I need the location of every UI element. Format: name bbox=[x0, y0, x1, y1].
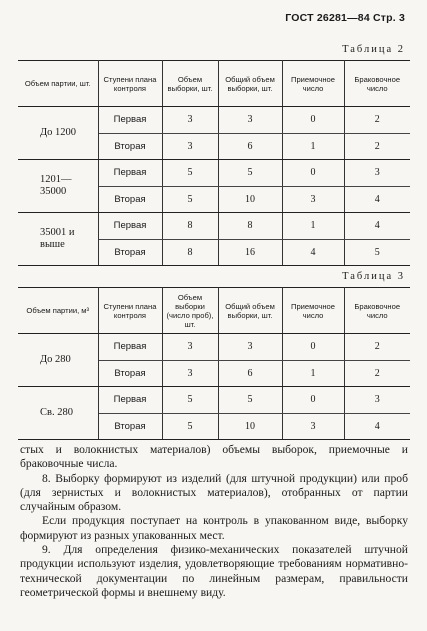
table-row bbox=[18, 160, 410, 187]
paragraph: стых и волокнистых материалов) объемы выборок, приемочные и браковочные числа. bbox=[20, 443, 408, 471]
table-3 bbox=[18, 287, 410, 440]
total-sample-cell: 3 bbox=[218, 334, 282, 361]
table2-caption: Таблица 2 bbox=[342, 44, 405, 55]
party-size-cell: До 1200 bbox=[18, 107, 98, 160]
rejection-number-cell: 4 bbox=[344, 186, 410, 213]
stage-cell: Вторая bbox=[98, 186, 162, 213]
acceptance-number-cell: 1 bbox=[282, 213, 344, 240]
total-sample-cell: 16 bbox=[218, 239, 282, 266]
party-size-cell: Св. 280 bbox=[18, 387, 98, 440]
sample-size-cell: 5 bbox=[162, 413, 218, 440]
total-sample-cell: 5 bbox=[218, 387, 282, 414]
total-sample-cell: 6 bbox=[218, 360, 282, 387]
table-row bbox=[18, 387, 410, 414]
sample-size-cell: 5 bbox=[162, 387, 218, 414]
total-sample-cell: 10 bbox=[218, 413, 282, 440]
column-header: Приемочное число bbox=[282, 61, 344, 107]
column-header: Общий объем выборки, шт. bbox=[218, 61, 282, 107]
paragraph: 8. Выборку формируют из изделий (для штучной продукции) или проб (для зернистых и волокнистых материалов), отобранных от партии случайным образом. bbox=[20, 471, 408, 514]
acceptance-number-cell: 0 bbox=[282, 387, 344, 414]
column-header: Браковочное число bbox=[344, 61, 410, 107]
stage-cell: Первая bbox=[98, 160, 162, 187]
column-header: Объем выборки, шт. bbox=[162, 61, 218, 107]
sample-size-cell: 8 bbox=[162, 213, 218, 240]
column-header: Объем партии, м³ bbox=[18, 288, 98, 334]
stage-cell: Первая bbox=[98, 387, 162, 414]
table-2 bbox=[18, 60, 410, 266]
sample-size-cell: 3 bbox=[162, 107, 218, 134]
rejection-number-cell: 2 bbox=[344, 107, 410, 134]
party-size-cell: 1201—35000 bbox=[18, 160, 98, 213]
acceptance-number-cell: 1 bbox=[282, 133, 344, 160]
stage-cell: Первая bbox=[98, 334, 162, 361]
rejection-number-cell: 5 bbox=[344, 239, 410, 266]
acceptance-number-cell: 0 bbox=[282, 107, 344, 134]
stage-cell: Вторая bbox=[98, 413, 162, 440]
party-size-cell: 35001 и выше bbox=[18, 213, 98, 266]
column-header: Объем выборки (число проб), шт. bbox=[162, 288, 218, 334]
acceptance-number-cell: 1 bbox=[282, 360, 344, 387]
table3-caption: Таблица 3 bbox=[342, 271, 405, 282]
paragraph: 9. Для определения физико-механических показателей штучной продукции используют изделия, удовлетворяющие требованиям нормативно-технической документации по линейным размерам, правильности геометрической формы и внешнему виду. bbox=[20, 543, 408, 599]
rejection-number-cell: 3 bbox=[344, 387, 410, 414]
acceptance-number-cell: 0 bbox=[282, 334, 344, 361]
total-sample-cell: 5 bbox=[218, 160, 282, 187]
total-sample-cell: 10 bbox=[218, 186, 282, 213]
rejection-number-cell: 2 bbox=[344, 334, 410, 361]
sample-size-cell: 8 bbox=[162, 239, 218, 266]
rejection-number-cell: 4 bbox=[344, 213, 410, 240]
table-row bbox=[18, 107, 410, 134]
column-header: Общий объем выборки, шт. bbox=[218, 288, 282, 334]
sample-size-cell: 3 bbox=[162, 133, 218, 160]
party-size-cell: До 280 bbox=[18, 334, 98, 387]
acceptance-number-cell: 4 bbox=[282, 239, 344, 266]
total-sample-cell: 3 bbox=[218, 107, 282, 134]
sample-size-cell: 3 bbox=[162, 360, 218, 387]
total-sample-cell: 8 bbox=[218, 213, 282, 240]
stage-cell: Первая bbox=[98, 213, 162, 240]
column-header: Ступени плана контроля bbox=[98, 61, 162, 107]
acceptance-number-cell: 3 bbox=[282, 186, 344, 213]
column-header: Объем партии, шт. bbox=[18, 61, 98, 107]
sample-size-cell: 5 bbox=[162, 160, 218, 187]
column-header: Приемочное число bbox=[282, 288, 344, 334]
column-header: Браковочное число bbox=[344, 288, 410, 334]
stage-cell: Первая bbox=[98, 107, 162, 134]
stage-cell: Вторая bbox=[98, 133, 162, 160]
rejection-number-cell: 4 bbox=[344, 413, 410, 440]
total-sample-cell: 6 bbox=[218, 133, 282, 160]
rejection-number-cell: 2 bbox=[344, 360, 410, 387]
stage-cell: Вторая bbox=[98, 360, 162, 387]
stage-cell: Вторая bbox=[98, 239, 162, 266]
sample-size-cell: 5 bbox=[162, 186, 218, 213]
acceptance-number-cell: 3 bbox=[282, 413, 344, 440]
rejection-number-cell: 2 bbox=[344, 133, 410, 160]
body-text bbox=[20, 443, 408, 600]
sample-size-cell: 3 bbox=[162, 334, 218, 361]
table-row bbox=[18, 334, 410, 361]
column-header: Ступени плана контроля bbox=[98, 288, 162, 334]
table-row bbox=[18, 213, 410, 240]
page-header: ГОСТ 26281—84 Стр. 3 bbox=[285, 12, 405, 24]
acceptance-number-cell: 0 bbox=[282, 160, 344, 187]
rejection-number-cell: 3 bbox=[344, 160, 410, 187]
paragraph: Если продукция поступает на контроль в упакованном виде, выборку формируют из разных упакованных мест. bbox=[20, 514, 408, 542]
